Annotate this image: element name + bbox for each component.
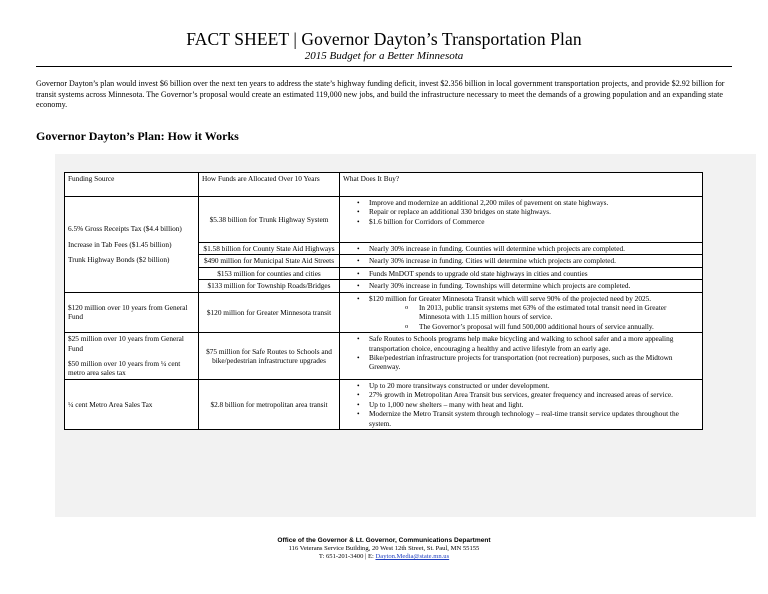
- header-what-it-buys: What Does It Buy?: [340, 173, 703, 197]
- page-subtitle: 2015 Budget for a Better Minnesota: [304, 50, 464, 62]
- table-row: [65, 379, 703, 429]
- sub-list-item: o In 2013, public transit systems met 63% of the estimated total transit need in Greater Minnesota with 1.15 million hours of service.: [369, 303, 699, 322]
- funding-source-cell: [65, 197, 199, 293]
- section-heading: Governor Dayton’s Plan: How it Works: [36, 129, 239, 143]
- list-item: • Bike/pedestrian infrastructure projects for transportation (not recreation) purposes, such as the Midtown Greenway.: [343, 353, 699, 372]
- source-gross-receipts: 6.5% Gross Receipts Tax ($4.4 billion): [68, 224, 182, 234]
- list-item: • Modernize the Metro Transit system through technology – real-time transit service updates throughout the system.: [343, 409, 699, 428]
- email-link[interactable]: Dayton.Media@state.mn.us: [375, 553, 450, 561]
- buys-cell: [340, 243, 703, 255]
- page-footer: [0, 537, 768, 562]
- footer-address: 116 Veterans Service Building, 20 West 12th Street, St. Paul, MN 55155: [288, 545, 480, 553]
- funding-source-cell: [65, 333, 199, 380]
- buys-cell: [340, 267, 703, 279]
- funding-source-cell: $120 million over 10 years from General Fund: [65, 292, 199, 333]
- footer-phone: T: 651-201-3400 | E:: [318, 553, 376, 561]
- allocation-cell: $490 million for Municipal State Aid Streets: [199, 255, 340, 267]
- source-tab-fees: Increase in Tab Fees ($1.45 billion): [68, 239, 172, 249]
- title-divider: [36, 66, 732, 67]
- list-item-text: $120 million for Greater Minnesota Transit which will serve 90% of the projected need by 2025.: [369, 293, 652, 303]
- list-item: • Up to 1,000 new shelters – many with heat and light.: [343, 400, 699, 409]
- table-row: [65, 292, 703, 333]
- list-item: • 27% growth in Metropolitan Area Transit bus services, greater frequency and increased areas of service.: [343, 390, 699, 399]
- source-highway-bonds: Trunk Highway Bonds ($2 billion): [68, 255, 170, 265]
- allocation-cell: $153 million for counties and cities: [199, 267, 340, 279]
- header-funding-source: Funding Source: [65, 173, 199, 197]
- allocation-cell: $1.58 billion for County State Aid Highways: [199, 243, 340, 255]
- allocation-cell: $2.8 billion for metropolitan area transit: [199, 379, 340, 429]
- funding-source-cell: ¼ cent Metro Area Sales Tax: [65, 379, 199, 429]
- allocation-cell: $75 million for Safe Routes to Schools and bike/pedestrian infrastructure upgrades: [199, 333, 340, 380]
- table-header-row: [65, 173, 703, 197]
- buys-cell: [340, 255, 703, 267]
- intro-paragraph: Governor Dayton’s plan would invest $6 billion over the next ten years to address the state’s highway funding deficit, invest $2.356 billion in local government transportation projects, and provide $2.92 billion for transit systems across Minnesota. The Governor’s proposal would create an estimated 119,000 new jobs, and build the infrastructure necessary to meet the demands of a growing population and an expanding state economy.: [36, 79, 725, 109]
- allocation-cell: $133 million for Township Roads/Bridges: [199, 280, 340, 292]
- list-item: • Funds MnDOT spends to upgrade old state highways in cities and counties: [343, 269, 699, 278]
- buys-cell: [340, 197, 703, 243]
- list-item: • Up to 20 more transitways constructed or under development.: [343, 381, 699, 390]
- table-row: [65, 333, 703, 380]
- list-item: • Safe Routes to Schools programs help make bicycling and walking to school safer and a more appealing transportation choice, encouraging a healthy and active lifestyle from an early age.: [343, 334, 699, 353]
- footer-org: Office of the Governor & Lt. Governor, Communications Department: [277, 537, 491, 544]
- allocation-cell: $5.38 billion for Trunk Highway System: [199, 197, 340, 243]
- source-general-fund: $25 million over 10 years from General Fund: [68, 334, 184, 353]
- source-metro-sales-tax: $50 million over 10 years from ¼ cent metro area sales tax: [68, 359, 181, 378]
- buys-cell: [340, 379, 703, 429]
- list-item: • $1.6 billion for Corridors of Commerce: [343, 217, 699, 226]
- buys-cell: [340, 333, 703, 380]
- list-item: • Improve and modernize an additional 2,200 miles of pavement on state highways.: [343, 198, 699, 207]
- list-item: • Repair or replace an additional 330 bridges on state highways.: [343, 207, 699, 216]
- buys-cell: [340, 280, 703, 292]
- table-row: [65, 197, 703, 243]
- list-item: • Nearly 30% increase in funding. Townships will determine which projects are completed.: [343, 281, 699, 290]
- list-item: • Nearly 30% increase in funding. Cities will determine which projects are completed.: [343, 256, 699, 265]
- funding-table: [64, 172, 703, 430]
- header-allocation: How Funds are Allocated Over 10 Years: [199, 173, 340, 197]
- list-item: • Nearly 30% increase in funding. Counties will determine which projects are completed.: [343, 244, 699, 253]
- page-title: FACT SHEET | Governor Dayton’s Transportation Plan: [186, 29, 582, 49]
- buys-cell: [340, 292, 703, 333]
- sub-list-item: o The Governor’s proposal will fund 500,000 additional hours of service annually.: [369, 322, 699, 331]
- footer-contact: [0, 553, 768, 561]
- allocation-cell: $120 million for Greater Minnesota transit: [199, 292, 340, 333]
- list-item: [343, 294, 699, 332]
